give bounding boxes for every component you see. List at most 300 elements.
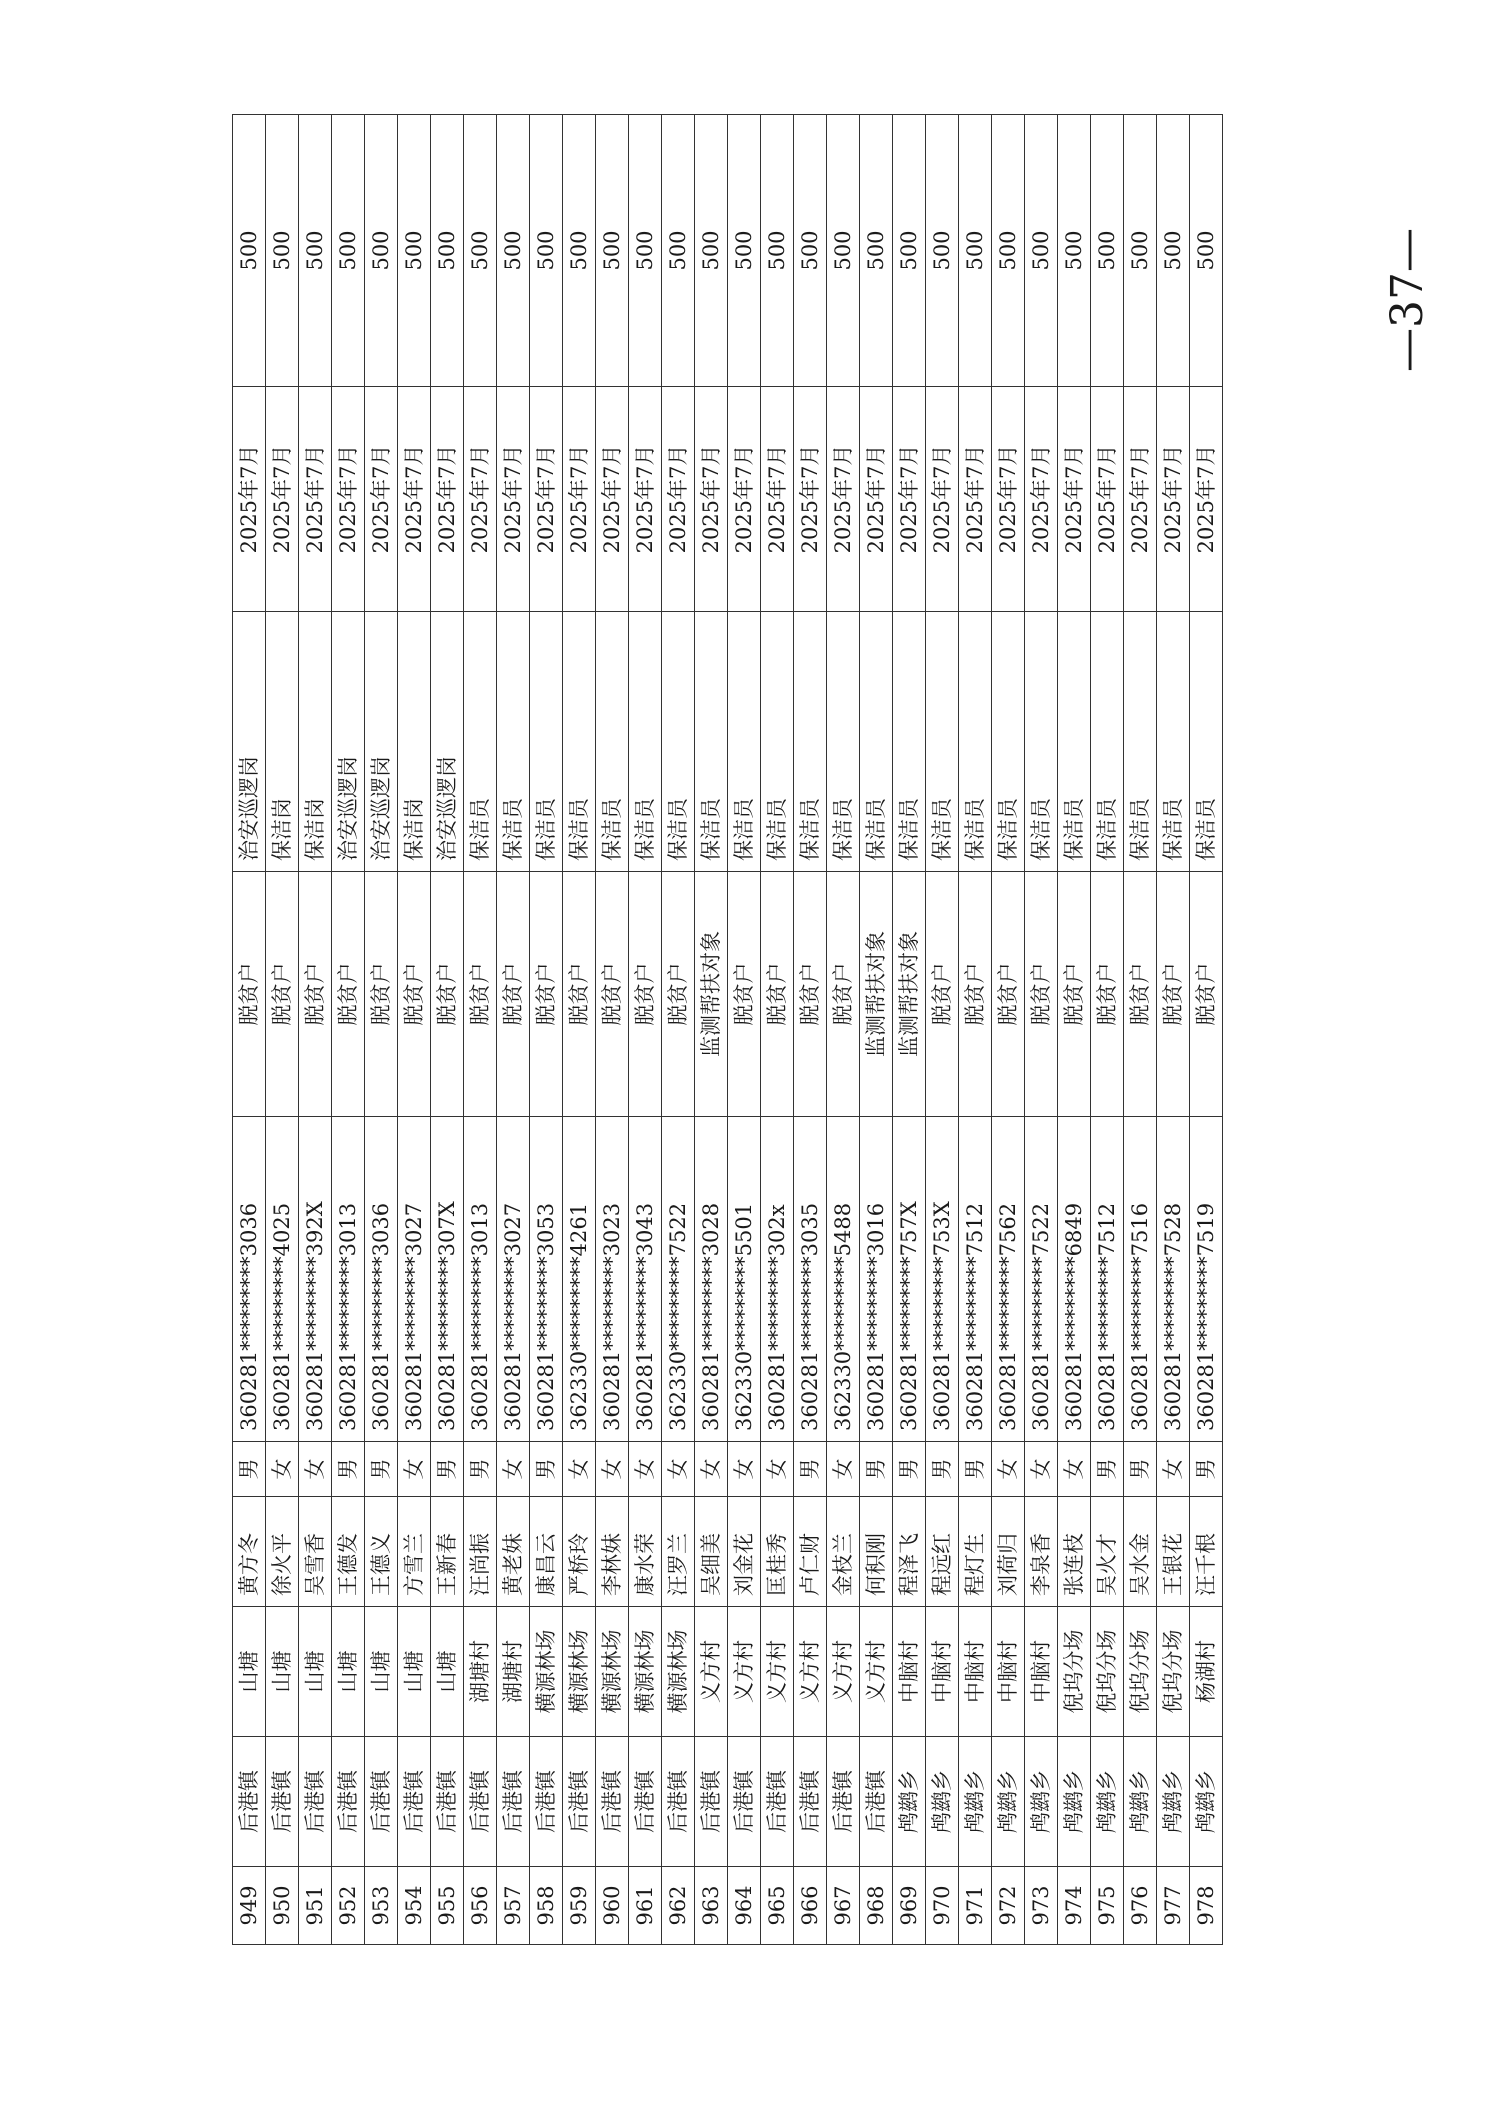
cell-id: 360281*********307X — [431, 1117, 464, 1442]
cell-category: 监测帮扶对象 — [695, 872, 728, 1117]
cell-job: 保洁员 — [992, 612, 1025, 872]
cell-gender: 女 — [992, 1442, 1025, 1497]
cell-job: 保洁员 — [794, 612, 827, 872]
cell-gender: 女 — [728, 1442, 761, 1497]
cell-id: 360281*********3027 — [497, 1117, 530, 1442]
cell-town: 后港镇 — [497, 1737, 530, 1867]
cell-category: 脱贫户 — [794, 872, 827, 1117]
cell-village: 义方村 — [695, 1607, 728, 1737]
cell-id: 360281*********7516 — [1124, 1117, 1157, 1442]
cell-category: 脱贫户 — [992, 872, 1025, 1117]
cell-name: 何积刚 — [860, 1497, 893, 1607]
cell-category: 脱贫户 — [1091, 872, 1124, 1117]
cell-job: 保洁员 — [1190, 612, 1223, 872]
cell-village: 义方村 — [794, 1607, 827, 1737]
cell-amount: 500 — [530, 115, 563, 387]
cell-date: 2025年7月 — [563, 387, 596, 612]
cell-category: 脱贫户 — [1124, 872, 1157, 1117]
cell-category: 脱贫户 — [728, 872, 761, 1117]
cell-date: 2025年7月 — [365, 387, 398, 612]
cell-gender: 女 — [695, 1442, 728, 1497]
cell-amount: 500 — [794, 115, 827, 387]
cell-amount: 500 — [1058, 115, 1091, 387]
cell-category: 脱贫户 — [332, 872, 365, 1117]
cell-no: 969 — [893, 1867, 926, 1945]
cell-name: 王新春 — [431, 1497, 464, 1607]
cell-id: 360281*********3013 — [464, 1117, 497, 1442]
cell-amount: 500 — [662, 115, 695, 387]
cell-id: 362330*********7522 — [662, 1117, 695, 1442]
cell-amount: 500 — [1091, 115, 1124, 387]
cell-amount: 500 — [497, 115, 530, 387]
cell-category: 脱贫户 — [497, 872, 530, 1117]
cell-category: 监测帮扶对象 — [893, 872, 926, 1117]
cell-job: 治安巡逻岗 — [332, 612, 365, 872]
cell-gender: 男 — [959, 1442, 992, 1497]
cell-job: 治安巡逻岗 — [431, 612, 464, 872]
cell-amount: 500 — [959, 115, 992, 387]
cell-town: 后港镇 — [266, 1737, 299, 1867]
cell-name: 王银花 — [1157, 1497, 1190, 1607]
cell-no: 954 — [398, 1867, 431, 1945]
cell-job: 保洁员 — [1091, 612, 1124, 872]
cell-gender: 女 — [299, 1442, 332, 1497]
table-row — [761, 115, 794, 1945]
cell-gender: 女 — [1157, 1442, 1190, 1497]
cell-village: 山塘 — [332, 1607, 365, 1737]
cell-category: 脱贫户 — [827, 872, 860, 1117]
cell-name: 方雪兰 — [398, 1497, 431, 1607]
cell-town: 后港镇 — [365, 1737, 398, 1867]
cell-name: 吴细美 — [695, 1497, 728, 1607]
cell-category: 脱贫户 — [1190, 872, 1223, 1117]
cell-no: 976 — [1124, 1867, 1157, 1945]
cell-village: 山塘 — [233, 1607, 266, 1737]
cell-village: 中脑村 — [1025, 1607, 1058, 1737]
table-row — [596, 115, 629, 1945]
cell-date: 2025年7月 — [332, 387, 365, 612]
cell-category: 脱贫户 — [1025, 872, 1058, 1117]
cell-id: 360281*********4025 — [266, 1117, 299, 1442]
cell-id: 360281*********3036 — [233, 1117, 266, 1442]
table-row — [926, 115, 959, 1945]
cell-id: 360281*********3036 — [365, 1117, 398, 1442]
cell-gender: 男 — [926, 1442, 959, 1497]
cell-date: 2025年7月 — [959, 387, 992, 612]
cell-no: 952 — [332, 1867, 365, 1945]
cell-village: 山塘 — [431, 1607, 464, 1737]
cell-village: 义方村 — [860, 1607, 893, 1737]
cell-no: 958 — [530, 1867, 563, 1945]
cell-id: 360281*********3016 — [860, 1117, 893, 1442]
cell-amount: 500 — [398, 115, 431, 387]
cell-id: 360281*********302x — [761, 1117, 794, 1442]
cell-amount: 500 — [1190, 115, 1223, 387]
cell-gender: 女 — [1058, 1442, 1091, 1497]
cell-amount: 500 — [1157, 115, 1190, 387]
table-row — [1190, 115, 1223, 1945]
cell-job: 保洁员 — [893, 612, 926, 872]
cell-amount: 500 — [332, 115, 365, 387]
cell-town: 后港镇 — [629, 1737, 662, 1867]
cell-village: 杨湖村 — [1190, 1607, 1223, 1737]
cell-no: 961 — [629, 1867, 662, 1945]
cell-village: 义方村 — [761, 1607, 794, 1737]
cell-date: 2025年7月 — [596, 387, 629, 612]
cell-town: 后港镇 — [464, 1737, 497, 1867]
cell-no: 959 — [563, 1867, 596, 1945]
cell-amount: 500 — [827, 115, 860, 387]
cell-date: 2025年7月 — [530, 387, 563, 612]
cell-gender: 男 — [332, 1442, 365, 1497]
cell-category: 脱贫户 — [563, 872, 596, 1117]
cell-category: 监测帮扶对象 — [860, 872, 893, 1117]
cell-id: 360281*********6849 — [1058, 1117, 1091, 1442]
cell-category: 脱贫户 — [926, 872, 959, 1117]
cell-town: 后港镇 — [332, 1737, 365, 1867]
table-row — [695, 115, 728, 1945]
cell-town: 鸬鹚乡 — [893, 1737, 926, 1867]
cell-name: 卢仁财 — [794, 1497, 827, 1607]
cell-no: 955 — [431, 1867, 464, 1945]
cell-gender: 女 — [497, 1442, 530, 1497]
table-row — [827, 115, 860, 1945]
cell-village: 湖塘村 — [464, 1607, 497, 1737]
cell-amount: 500 — [926, 115, 959, 387]
cell-job: 治安巡逻岗 — [233, 612, 266, 872]
cell-category: 脱贫户 — [464, 872, 497, 1117]
cell-id: 360281*********3053 — [530, 1117, 563, 1442]
cell-no: 971 — [959, 1867, 992, 1945]
cell-town: 后港镇 — [794, 1737, 827, 1867]
cell-town: 后港镇 — [563, 1737, 596, 1867]
cell-town: 后港镇 — [827, 1737, 860, 1867]
cell-gender: 男 — [794, 1442, 827, 1497]
cell-date: 2025年7月 — [728, 387, 761, 612]
cell-village: 横源林场 — [629, 1607, 662, 1737]
cell-town: 鸬鹚乡 — [1025, 1737, 1058, 1867]
cell-no: 951 — [299, 1867, 332, 1945]
cell-date: 2025年7月 — [695, 387, 728, 612]
cell-village: 山塘 — [365, 1607, 398, 1737]
cell-name: 程远红 — [926, 1497, 959, 1607]
cell-id: 360281*********392X — [299, 1117, 332, 1442]
cell-no: 973 — [1025, 1867, 1058, 1945]
cell-gender: 男 — [464, 1442, 497, 1497]
cell-name: 吴火才 — [1091, 1497, 1124, 1607]
table-row — [1025, 115, 1058, 1945]
cell-town: 鸬鹚乡 — [926, 1737, 959, 1867]
cell-amount: 500 — [596, 115, 629, 387]
cell-id: 360281*********3035 — [794, 1117, 827, 1442]
cell-village: 义方村 — [728, 1607, 761, 1737]
cell-no: 964 — [728, 1867, 761, 1945]
cell-job: 保洁员 — [1157, 612, 1190, 872]
cell-town: 后港镇 — [860, 1737, 893, 1867]
table-row — [431, 115, 464, 1945]
cell-gender: 女 — [398, 1442, 431, 1497]
cell-job: 保洁员 — [629, 612, 662, 872]
cell-date: 2025年7月 — [926, 387, 959, 612]
cell-job: 保洁员 — [1124, 612, 1157, 872]
table-row — [959, 115, 992, 1945]
cell-date: 2025年7月 — [1157, 387, 1190, 612]
cell-id: 360281*********757X — [893, 1117, 926, 1442]
cell-category: 脱贫户 — [1157, 872, 1190, 1117]
cell-job: 保洁员 — [1058, 612, 1091, 872]
cell-name: 王德发 — [332, 1497, 365, 1607]
cell-date: 2025年7月 — [1190, 387, 1223, 612]
cell-date: 2025年7月 — [233, 387, 266, 612]
table-row — [860, 115, 893, 1945]
cell-amount: 500 — [728, 115, 761, 387]
cell-village: 湖塘村 — [497, 1607, 530, 1737]
table-row — [398, 115, 431, 1945]
cell-no: 972 — [992, 1867, 1025, 1945]
table-row — [794, 115, 827, 1945]
cell-town: 后港镇 — [431, 1737, 464, 1867]
cell-job: 保洁员 — [563, 612, 596, 872]
cell-town: 鸬鹚乡 — [1091, 1737, 1124, 1867]
cell-date: 2025年7月 — [1025, 387, 1058, 612]
cell-date: 2025年7月 — [497, 387, 530, 612]
table-row — [332, 115, 365, 1945]
cell-category: 脱贫户 — [1058, 872, 1091, 1117]
cell-village: 中脑村 — [959, 1607, 992, 1737]
cell-no: 978 — [1190, 1867, 1223, 1945]
cell-job: 保洁员 — [761, 612, 794, 872]
cell-id: 360281*********753X — [926, 1117, 959, 1442]
cell-category: 脱贫户 — [761, 872, 794, 1117]
cell-date: 2025年7月 — [860, 387, 893, 612]
cell-id: 360281*********3028 — [695, 1117, 728, 1442]
cell-name: 刘荷归 — [992, 1497, 1025, 1607]
page-number — [1368, 230, 1458, 380]
cell-no: 974 — [1058, 1867, 1091, 1945]
table-row — [662, 115, 695, 1945]
cell-name: 李泉香 — [1025, 1497, 1058, 1607]
cell-amount: 500 — [233, 115, 266, 387]
cell-id: 360281*********7562 — [992, 1117, 1025, 1442]
subsidy-table — [232, 114, 1223, 1945]
cell-town: 鸬鹚乡 — [1157, 1737, 1190, 1867]
cell-job: 保洁员 — [728, 612, 761, 872]
cell-town: 鸬鹚乡 — [959, 1737, 992, 1867]
table-row — [464, 115, 497, 1945]
cell-name: 康昌云 — [530, 1497, 563, 1607]
cell-date: 2025年7月 — [398, 387, 431, 612]
cell-date: 2025年7月 — [1124, 387, 1157, 612]
cell-gender: 女 — [629, 1442, 662, 1497]
cell-no: 949 — [233, 1867, 266, 1945]
cell-id: 360281*********3043 — [629, 1117, 662, 1442]
cell-town: 后港镇 — [695, 1737, 728, 1867]
cell-date: 2025年7月 — [827, 387, 860, 612]
table-row — [1157, 115, 1190, 1945]
cell-job: 保洁员 — [662, 612, 695, 872]
cell-gender: 男 — [1091, 1442, 1124, 1497]
cell-amount: 500 — [695, 115, 728, 387]
cell-village: 义方村 — [827, 1607, 860, 1737]
cell-job: 保洁员 — [860, 612, 893, 872]
cell-gender: 女 — [266, 1442, 299, 1497]
cell-job: 保洁员 — [464, 612, 497, 872]
cell-name: 程泽飞 — [893, 1497, 926, 1607]
cell-no: 950 — [266, 1867, 299, 1945]
cell-village: 倪坞分场 — [1091, 1607, 1124, 1737]
cell-id: 360281*********7512 — [1091, 1117, 1124, 1442]
cell-id: 360281*********3013 — [332, 1117, 365, 1442]
cell-no: 970 — [926, 1867, 959, 1945]
cell-amount: 500 — [266, 115, 299, 387]
cell-amount: 500 — [992, 115, 1025, 387]
table-row — [530, 115, 563, 1945]
cell-no: 966 — [794, 1867, 827, 1945]
cell-category: 脱贫户 — [662, 872, 695, 1117]
cell-amount: 500 — [1124, 115, 1157, 387]
cell-village: 中脑村 — [992, 1607, 1025, 1737]
cell-name: 吴水金 — [1124, 1497, 1157, 1607]
cell-amount: 500 — [464, 115, 497, 387]
cell-town: 鸬鹚乡 — [992, 1737, 1025, 1867]
cell-amount: 500 — [860, 115, 893, 387]
table-row — [893, 115, 926, 1945]
cell-no: 963 — [695, 1867, 728, 1945]
cell-name: 徐火平 — [266, 1497, 299, 1607]
cell-village: 倪坞分场 — [1157, 1607, 1190, 1737]
cell-village: 横源林场 — [596, 1607, 629, 1737]
cell-town: 鸬鹚乡 — [1124, 1737, 1157, 1867]
cell-amount: 500 — [299, 115, 332, 387]
cell-category: 脱贫户 — [266, 872, 299, 1117]
cell-job: 保洁员 — [959, 612, 992, 872]
cell-amount: 500 — [431, 115, 464, 387]
table-row — [233, 115, 266, 1945]
cell-gender: 男 — [365, 1442, 398, 1497]
cell-date: 2025年7月 — [629, 387, 662, 612]
cell-village: 中脑村 — [893, 1607, 926, 1737]
cell-date: 2025年7月 — [464, 387, 497, 612]
cell-date: 2025年7月 — [266, 387, 299, 612]
cell-no: 962 — [662, 1867, 695, 1945]
cell-name: 康水荣 — [629, 1497, 662, 1607]
cell-amount: 500 — [893, 115, 926, 387]
table-row — [992, 115, 1025, 1945]
cell-no: 960 — [596, 1867, 629, 1945]
cell-category: 脱贫户 — [365, 872, 398, 1117]
table-row — [563, 115, 596, 1945]
cell-job: 保洁岗 — [398, 612, 431, 872]
cell-id: 360281*********3027 — [398, 1117, 431, 1442]
cell-date: 2025年7月 — [662, 387, 695, 612]
cell-job: 保洁员 — [695, 612, 728, 872]
cell-gender: 男 — [431, 1442, 464, 1497]
cell-amount: 500 — [1025, 115, 1058, 387]
cell-village: 横源林场 — [662, 1607, 695, 1737]
cell-village: 山塘 — [266, 1607, 299, 1737]
cell-gender: 男 — [530, 1442, 563, 1497]
cell-id: 362330*********4261 — [563, 1117, 596, 1442]
cell-gender: 女 — [596, 1442, 629, 1497]
cell-job: 保洁员 — [827, 612, 860, 872]
cell-town: 后港镇 — [398, 1737, 431, 1867]
cell-category: 脱贫户 — [530, 872, 563, 1117]
cell-village: 横源林场 — [530, 1607, 563, 1737]
table-row — [365, 115, 398, 1945]
cell-town: 后港镇 — [761, 1737, 794, 1867]
cell-amount: 500 — [365, 115, 398, 387]
cell-job: 保洁员 — [530, 612, 563, 872]
table-row — [629, 115, 662, 1945]
cell-job: 保洁员 — [926, 612, 959, 872]
cell-village: 中脑村 — [926, 1607, 959, 1737]
cell-village: 倪坞分场 — [1124, 1607, 1157, 1737]
cell-name: 李林妹 — [596, 1497, 629, 1607]
cell-id: 360281*********3023 — [596, 1117, 629, 1442]
table-row — [299, 115, 332, 1945]
cell-town: 后港镇 — [662, 1737, 695, 1867]
cell-category: 脱贫户 — [629, 872, 662, 1117]
cell-gender: 男 — [233, 1442, 266, 1497]
cell-gender: 女 — [563, 1442, 596, 1497]
cell-job: 保洁员 — [1025, 612, 1058, 872]
cell-town: 后港镇 — [728, 1737, 761, 1867]
cell-date: 2025年7月 — [761, 387, 794, 612]
cell-id: 360281*********7512 — [959, 1117, 992, 1442]
cell-date: 2025年7月 — [794, 387, 827, 612]
cell-category: 脱贫户 — [959, 872, 992, 1117]
cell-amount: 500 — [761, 115, 794, 387]
cell-no: 956 — [464, 1867, 497, 1945]
cell-date: 2025年7月 — [893, 387, 926, 612]
cell-job: 保洁岗 — [299, 612, 332, 872]
cell-id: 360281*********7522 — [1025, 1117, 1058, 1442]
cell-gender: 女 — [1025, 1442, 1058, 1497]
cell-no: 977 — [1157, 1867, 1190, 1945]
cell-no: 967 — [827, 1867, 860, 1945]
cell-name: 金枝兰 — [827, 1497, 860, 1607]
cell-town: 后港镇 — [530, 1737, 563, 1867]
cell-town: 鸬鹚乡 — [1190, 1737, 1223, 1867]
cell-gender: 男 — [1190, 1442, 1223, 1497]
cell-category: 脱贫户 — [431, 872, 464, 1117]
cell-no: 975 — [1091, 1867, 1124, 1945]
cell-name: 汪尚振 — [464, 1497, 497, 1607]
cell-name: 汪罗兰 — [662, 1497, 695, 1607]
table-row — [1058, 115, 1091, 1945]
cell-date: 2025年7月 — [1058, 387, 1091, 612]
table-row — [1091, 115, 1124, 1945]
cell-gender: 男 — [893, 1442, 926, 1497]
cell-job: 保洁岗 — [266, 612, 299, 872]
cell-job: 治安巡逻岗 — [365, 612, 398, 872]
cell-id: 360281*********7519 — [1190, 1117, 1223, 1442]
cell-no: 968 — [860, 1867, 893, 1945]
cell-gender: 女 — [662, 1442, 695, 1497]
cell-name: 王德义 — [365, 1497, 398, 1607]
cell-village: 横源林场 — [563, 1607, 596, 1737]
cell-date: 2025年7月 — [992, 387, 1025, 612]
table-row — [728, 115, 761, 1945]
cell-town: 后港镇 — [299, 1737, 332, 1867]
cell-id: 362330*********5488 — [827, 1117, 860, 1442]
cell-village: 倪坞分场 — [1058, 1607, 1091, 1737]
cell-gender: 男 — [1124, 1442, 1157, 1497]
cell-amount: 500 — [629, 115, 662, 387]
table-body — [233, 115, 1223, 1945]
cell-name: 汪千根 — [1190, 1497, 1223, 1607]
table-row — [1124, 115, 1157, 1945]
